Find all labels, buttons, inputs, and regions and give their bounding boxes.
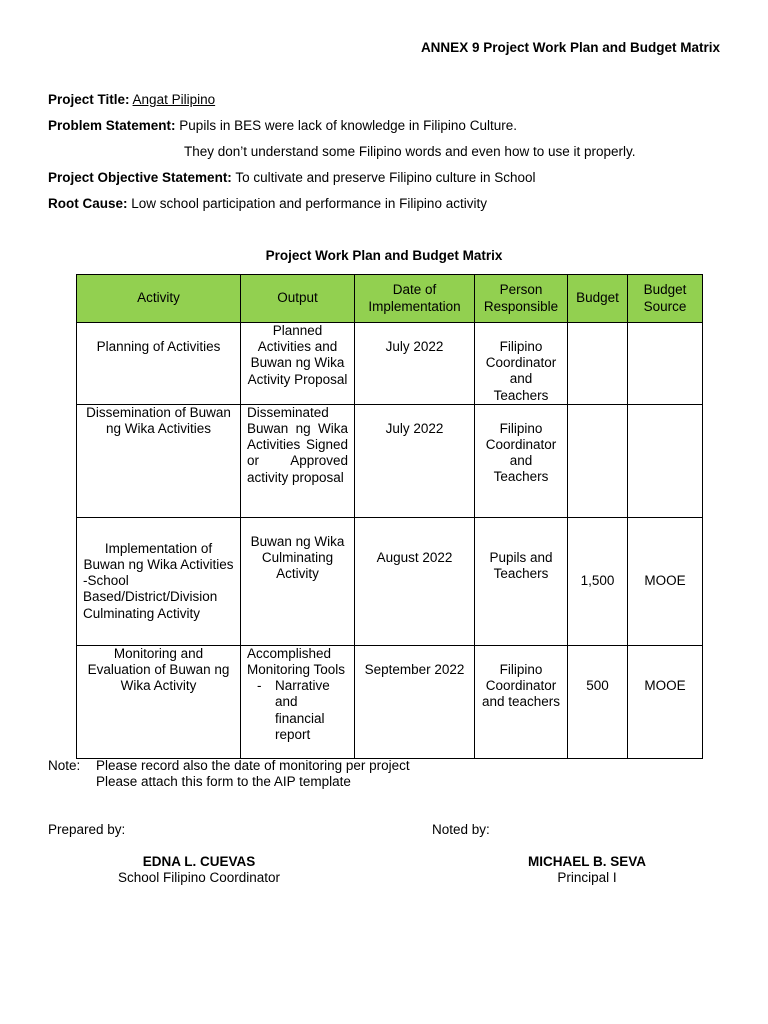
cell-source: MOOE	[628, 517, 703, 645]
root-cause-line	[48, 196, 487, 211]
project-title-label: Project Title:	[48, 92, 130, 107]
annex-header: ANNEX 9 Project Work Plan and Budget Matrix	[420, 40, 720, 55]
header-activity: Activity	[77, 275, 241, 323]
cell-activity: Planning of Activities	[77, 323, 241, 405]
output-sub-item: - Narrative and financial report	[269, 678, 348, 743]
cell-person: Filipino Coordinator and teachers	[475, 645, 568, 758]
work-plan-table	[76, 274, 703, 759]
cell-output: Disseminated Buwan ng Wika Activities Signed or Approved activity proposal	[241, 404, 355, 517]
header-output: Output	[241, 275, 355, 323]
table-row	[77, 645, 703, 758]
problem-statement-line	[48, 118, 517, 133]
cell-budget: 500	[568, 645, 628, 758]
cell-budget	[568, 404, 628, 517]
cell-date: August 2022	[355, 517, 475, 645]
activity-main: Implementation of Buwan ng Wika Activities	[83, 540, 234, 572]
header-source: Budget Source	[628, 275, 703, 323]
objective-line	[48, 170, 536, 185]
output-main: Accomplished Monitoring Tools	[247, 645, 346, 678]
prepared-by-name: EDNA L. CUEVAS	[142, 854, 256, 869]
objective-label: Project Objective Statement:	[48, 170, 232, 185]
cell-budget	[568, 323, 628, 405]
cell-activity	[77, 517, 241, 645]
note-label: Note:	[48, 758, 81, 773]
project-title-line	[48, 92, 215, 107]
noted-by-name: MICHAEL B. SEVA	[527, 854, 646, 869]
cell-person: Filipino Coordinator and Teachers	[475, 323, 568, 405]
cell-date: July 2022	[355, 323, 475, 405]
header-budget: Budget	[568, 275, 628, 323]
header-date: Date of Implementation	[355, 275, 475, 323]
noted-by-title: Principal I	[557, 870, 617, 885]
cell-budget: 1,500	[568, 517, 628, 645]
root-cause-label: Root Cause:	[48, 196, 128, 211]
cell-output: Buwan ng Wika Culminating Activity	[241, 517, 355, 645]
table-row	[77, 323, 703, 405]
cell-person: Filipino Coordinator and Teachers	[475, 404, 568, 517]
problem-statement-value: Pupils in BES were lack of knowledge in Filipino Culture.	[179, 118, 517, 133]
matrix-title: Project Work Plan and Budget Matrix	[265, 248, 503, 263]
cell-output: Planned Activities and Buwan ng Wika Activity Proposal	[241, 323, 355, 405]
header-person: Person Responsible	[475, 275, 568, 323]
note-line-1: Please record also the date of monitoring per project	[96, 758, 410, 773]
cell-person: Pupils and Teachers	[475, 517, 568, 645]
table-row	[77, 517, 703, 645]
prepared-by-label: Prepared by:	[48, 822, 126, 837]
activity-sub: -School Based/District/Division Culminating Activity	[83, 573, 218, 621]
cell-source	[628, 404, 703, 517]
project-title-value: Angat Pilipino	[132, 92, 216, 107]
table-row	[77, 404, 703, 517]
noted-by-label: Noted by:	[432, 822, 490, 837]
cell-source	[628, 323, 703, 405]
problem-statement-label: Problem Statement:	[48, 118, 176, 133]
prepared-by-title: School Filipino Coordinator	[117, 870, 281, 885]
cell-output	[241, 645, 355, 758]
objective-value: To cultivate and preserve Filipino culture in School	[235, 170, 536, 185]
cell-date: July 2022	[355, 404, 475, 517]
root-cause-value: Low school participation and performance in Filipino activity	[131, 196, 487, 211]
cell-date: September 2022	[355, 645, 475, 758]
problem-statement-continuation: They don’t understand some Filipino words and even how to use it properly.	[184, 144, 636, 159]
cell-activity: Monitoring and Evaluation of Buwan ng Wika Activity	[77, 645, 241, 758]
cell-source: MOOE	[628, 645, 703, 758]
cell-activity: Dissemination of Buwan ng Wika Activities	[77, 404, 241, 517]
table-header-row	[77, 275, 703, 323]
note-line-2: Please attach this form to the AIP template	[96, 774, 351, 789]
